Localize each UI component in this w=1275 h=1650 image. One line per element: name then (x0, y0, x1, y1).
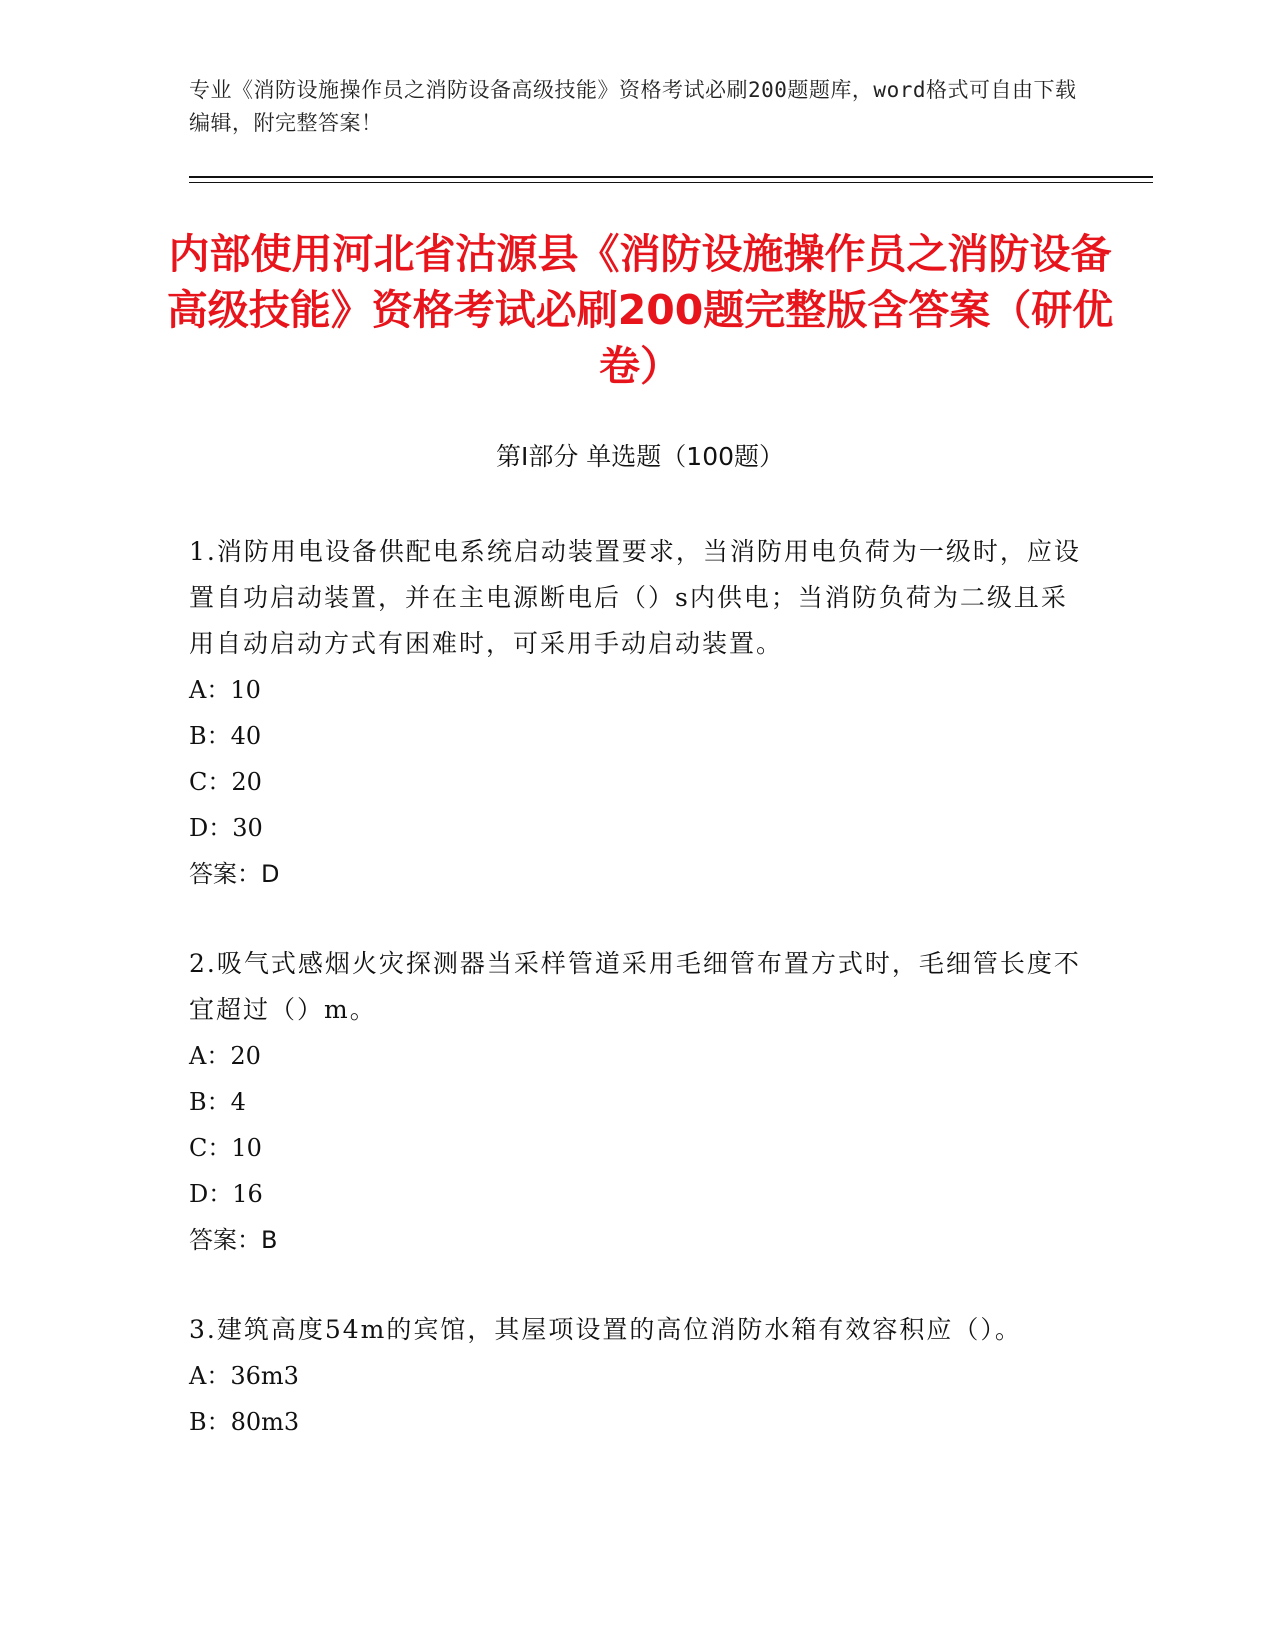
option-d: D：30 (189, 814, 263, 842)
answer: 答案：B (189, 1226, 278, 1254)
question-text: 2.吸气式感烟火灾探测器当采样管道采用毛细管布置方式时，毛细管长度不宜超过（）m。 (189, 949, 1081, 1024)
header-divider-thick (189, 176, 1153, 178)
header-divider-thin (189, 182, 1153, 183)
option-d: D：16 (189, 1180, 263, 1208)
question-list (189, 529, 1089, 1445)
question-spacer (189, 1263, 1089, 1307)
option-a: A：20 (189, 1042, 261, 1070)
question-1 (189, 529, 1089, 897)
option-b: B：80m3 (189, 1408, 300, 1436)
question-text: 3.建筑高度54m的宾馆，其屋项设置的高位消防水箱有效容积应（）。 (189, 1315, 1022, 1344)
question-spacer (189, 897, 1089, 941)
question-2 (189, 941, 1089, 1263)
option-a: A：10 (189, 676, 261, 704)
section-title: 第Ⅰ部分 单选题（100题） (495, 442, 785, 471)
option-a: A：36m3 (189, 1362, 299, 1390)
option-b: B：4 (189, 1088, 246, 1116)
document-title: 内部使用河北省沽源县《消防设施操作员之消防设备高级技能》资格考试必刷200题完整版含答案（研优卷） (166, 230, 1114, 390)
option-c: C：20 (189, 768, 262, 796)
question-text: 1.消防用电设备供配电系统启动装置要求，当消防用电负荷为一级时，应设置自功启动装置，并在主电源断电后（）s内供电；当消防负荷为二级且采用自动启动方式有困难时，可采用手动启动装置。 (189, 537, 1081, 658)
answer: 答案：D (189, 860, 280, 888)
option-c: C：10 (189, 1134, 262, 1162)
option-b: B：40 (189, 722, 262, 750)
header-note: 专业《消防设施操作员之消防设备高级技能》资格考试必刷200题题库，word格式可自由下载编辑，附完整答案！ (189, 78, 1077, 135)
question-3 (189, 1307, 1089, 1445)
